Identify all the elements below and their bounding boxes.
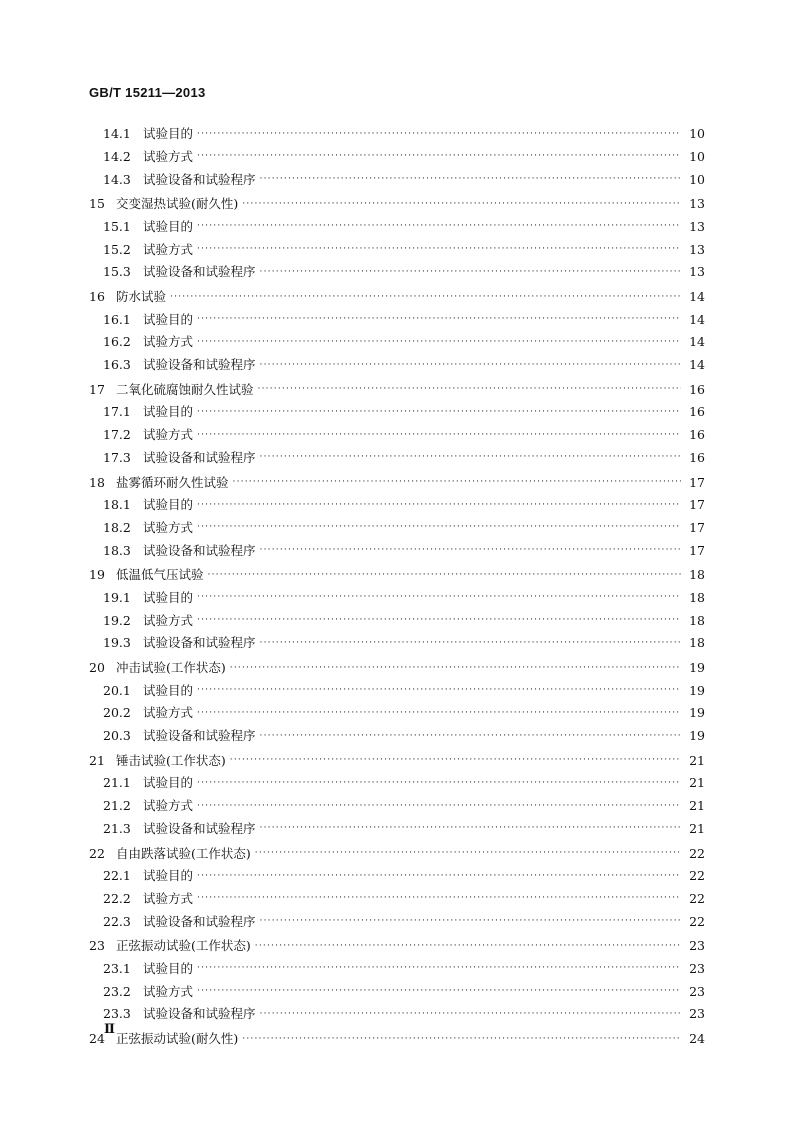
toc-entry-number: 20 xyxy=(89,660,105,675)
toc-dot-leader xyxy=(260,824,681,835)
toc-entry-page: 23 xyxy=(689,960,705,976)
toc-entry-number: 14.3 xyxy=(103,171,131,187)
toc-subsection-entry[interactable] xyxy=(89,697,705,720)
toc-entry-page: 17 xyxy=(689,542,705,558)
toc-entry-number: 17 xyxy=(89,381,105,397)
toc-dot-leader xyxy=(260,268,681,279)
toc-subsection-entry[interactable] xyxy=(89,211,705,234)
toc-entry-number: 15 xyxy=(89,196,105,212)
toc-entry-number: 23.2 xyxy=(103,983,131,999)
toc-entry-title: 试验设备和试验程序 xyxy=(143,728,256,744)
toc-entry-number: 23.3 xyxy=(103,1006,131,1022)
toc-entry-title: 试验方式 xyxy=(143,148,194,164)
toc-dot-leader xyxy=(197,130,681,141)
toc-entry-title: 冲击试验(工作状态) xyxy=(116,660,226,675)
toc-dot-leader xyxy=(260,175,681,186)
toc-dot-leader xyxy=(242,1035,681,1046)
toc-entry-number: 14.1 xyxy=(103,126,131,142)
toc-subsection-entry[interactable] xyxy=(89,790,705,813)
toc-entry-number: 20.1 xyxy=(103,682,131,698)
toc-entry-number: 15.1 xyxy=(103,218,131,234)
toc-subsection-entry[interactable] xyxy=(89,720,705,743)
toc-section-entry[interactable] xyxy=(89,466,705,489)
toc-entry-page: 14 xyxy=(689,334,705,350)
toc-entry-title: 试验设备和试验程序 xyxy=(143,913,256,929)
toc-entry-number: 23.1 xyxy=(103,960,131,976)
toc-entry-page: 17 xyxy=(689,497,705,513)
toc-entry-title: 试验设备和试验程序 xyxy=(143,449,256,465)
toc-entry-page: 17 xyxy=(689,474,705,490)
toc-entry-title: 盐雾循环耐久性试验 xyxy=(116,474,229,490)
toc-entry-page: 18 xyxy=(689,635,705,651)
toc-entry-number: 16 xyxy=(89,289,105,304)
toc-subsection-entry[interactable] xyxy=(89,256,705,279)
toc-dot-leader xyxy=(197,408,681,419)
toc-entry-page: 18 xyxy=(689,589,705,605)
toc-entry-title: 试验目的 xyxy=(143,775,194,791)
toc-dot-leader xyxy=(255,942,681,953)
toc-entry-title: 低温低气压试验 xyxy=(116,567,204,583)
toc-entry-number: 18.2 xyxy=(103,519,131,535)
toc-subsection-entry[interactable] xyxy=(89,396,705,419)
toc-entry-number: 22.2 xyxy=(103,890,131,906)
toc-subsection-entry[interactable] xyxy=(89,326,705,349)
toc-dot-leader xyxy=(197,987,681,998)
toc-entry-title: 试验方式 xyxy=(143,427,194,443)
toc-subsection-entry[interactable] xyxy=(89,860,705,883)
toc-entry-page: 16 xyxy=(689,427,705,443)
toc-dot-leader xyxy=(197,779,681,790)
toc-subsection-entry[interactable] xyxy=(89,582,705,605)
toc-entry-number: 21.2 xyxy=(103,798,131,814)
toc-entry-page: 18 xyxy=(689,612,705,628)
toc-entry-number: 23 xyxy=(89,938,105,954)
toc-entry-number: 24 xyxy=(89,1031,105,1046)
toc-section-entry[interactable] xyxy=(89,745,705,768)
toc-entry-number: 20.3 xyxy=(103,728,131,744)
toc-entry-page: 19 xyxy=(689,682,705,698)
toc-dot-leader xyxy=(197,964,681,975)
toc-dot-leader xyxy=(260,546,681,557)
toc-entry-title: 防水试验 xyxy=(116,289,167,304)
toc-subsection-entry[interactable] xyxy=(89,163,705,186)
toc-entry-page: 22 xyxy=(689,868,705,884)
toc-dot-leader xyxy=(260,732,681,743)
toc-entry-title: 试验目的 xyxy=(143,868,194,884)
toc-entry-title: 试验方式 xyxy=(143,241,194,257)
toc-dot-leader xyxy=(197,245,681,256)
toc-entry-number: 20.2 xyxy=(103,705,131,721)
toc-subsection-entry[interactable] xyxy=(89,304,705,327)
toc-entry-title: 试验目的 xyxy=(143,404,194,420)
toc-entry-title: 试验方式 xyxy=(143,519,194,535)
toc-dot-leader xyxy=(197,338,681,349)
toc-entry-number: 19 xyxy=(89,567,105,583)
toc-entry-number: 16.2 xyxy=(103,334,131,350)
toc-subsection-entry[interactable] xyxy=(89,953,705,976)
toc-entry-title: 二氧化硫腐蚀耐久性试验 xyxy=(116,381,254,397)
toc-entry-number: 18.1 xyxy=(103,497,131,513)
toc-subsection-entry[interactable] xyxy=(89,419,705,442)
toc-entry-number: 17.2 xyxy=(103,427,131,443)
toc-subsection-entry[interactable] xyxy=(89,604,705,627)
toc-entry-number: 22 xyxy=(89,845,105,861)
toc-entry-page: 21 xyxy=(689,820,705,836)
toc-entry-title: 试验方式 xyxy=(143,890,194,906)
toc-entry-title: 自由跌落试验(工作状态) xyxy=(116,845,251,861)
toc-entry-number: 14.2 xyxy=(103,148,131,164)
toc-dot-leader xyxy=(260,639,681,650)
toc-dot-leader xyxy=(197,431,681,442)
page-number-footer: Ⅱ xyxy=(104,1022,115,1037)
toc-entry-title: 试验方式 xyxy=(143,983,194,999)
toc-subsection-entry[interactable] xyxy=(89,813,705,836)
toc-dot-leader xyxy=(197,501,681,512)
toc-entry-page: 14 xyxy=(689,357,705,373)
toc-dot-leader xyxy=(208,571,681,582)
toc-entry-number: 21 xyxy=(89,752,105,768)
document-code-header: GB/T 15211—2013 xyxy=(89,85,206,100)
toc-entry-title: 试验方式 xyxy=(143,334,194,350)
toc-dot-leader xyxy=(197,315,681,326)
toc-dot-leader xyxy=(230,664,681,675)
toc-entry-number: 15.2 xyxy=(103,241,131,257)
toc-subsection-entry[interactable] xyxy=(89,489,705,512)
toc-entry-page: 10 xyxy=(689,148,705,164)
toc-entry-page: 16 xyxy=(689,404,705,420)
toc-entry-page: 19 xyxy=(689,660,705,675)
toc-entry-page: 22 xyxy=(689,913,705,929)
toc-entry-number: 16.1 xyxy=(103,311,131,327)
toc-subsection-entry[interactable] xyxy=(89,233,705,256)
toc-section-entry[interactable] xyxy=(89,930,705,953)
toc-entry-title: 试验目的 xyxy=(143,960,194,976)
toc-dot-leader xyxy=(258,385,681,396)
toc-section-entry[interactable] xyxy=(89,837,705,860)
toc-entry-page: 21 xyxy=(689,752,705,768)
toc-dot-leader xyxy=(260,361,681,372)
toc-subsection-entry[interactable] xyxy=(89,675,705,698)
toc-entry-number: 22.3 xyxy=(103,913,131,929)
toc-entry-title: 交变湿热试验(耐久性) xyxy=(116,196,239,212)
toc-entry-page: 14 xyxy=(689,311,705,327)
toc-entry-page: 23 xyxy=(689,1006,705,1022)
toc-entry-number: 18 xyxy=(89,474,105,490)
toc-section-entry[interactable] xyxy=(89,652,705,675)
toc-dot-leader xyxy=(260,1010,681,1021)
toc-entry-number: 19.3 xyxy=(103,635,131,651)
toc-subsection-entry[interactable] xyxy=(89,118,705,141)
toc-subsection-entry[interactable] xyxy=(89,883,705,906)
toc-entry-page: 16 xyxy=(689,381,705,397)
toc-entry-title: 试验设备和试验程序 xyxy=(143,264,256,280)
toc-entry-number: 17.3 xyxy=(103,449,131,465)
table-of-contents xyxy=(89,118,705,1046)
toc-entry-title: 试验设备和试验程序 xyxy=(143,1006,256,1022)
toc-dot-leader xyxy=(197,523,681,534)
toc-entry-number: 19.2 xyxy=(103,612,131,628)
toc-entry-page: 13 xyxy=(689,264,705,280)
toc-subsection-entry[interactable] xyxy=(89,627,705,650)
toc-dot-leader xyxy=(242,200,681,211)
toc-entry-number: 18.3 xyxy=(103,542,131,558)
toc-entry-title: 正弦振动试验(工作状态) xyxy=(116,938,251,954)
toc-entry-page: 13 xyxy=(689,196,705,212)
toc-section-entry[interactable] xyxy=(89,188,705,211)
toc-subsection-entry[interactable] xyxy=(89,534,705,557)
toc-entry-title: 试验目的 xyxy=(143,682,194,698)
toc-dot-leader xyxy=(197,222,681,233)
toc-section-entry[interactable] xyxy=(89,559,705,582)
toc-entry-page: 10 xyxy=(689,171,705,187)
toc-entry-title: 试验设备和试验程序 xyxy=(143,635,256,651)
toc-entry-number: 15.3 xyxy=(103,264,131,280)
toc-dot-leader xyxy=(197,872,681,883)
toc-entry-page: 22 xyxy=(689,890,705,906)
toc-entry-title: 试验设备和试验程序 xyxy=(143,542,256,558)
toc-entry-page: 21 xyxy=(689,775,705,791)
toc-entry-page: 16 xyxy=(689,449,705,465)
toc-subsection-entry[interactable] xyxy=(89,767,705,790)
toc-entry-number: 21.3 xyxy=(103,820,131,836)
toc-subsection-entry[interactable] xyxy=(89,998,705,1021)
toc-entry-title: 锤击试验(工作状态) xyxy=(116,752,226,768)
toc-dot-leader xyxy=(170,293,681,304)
toc-section-entry[interactable] xyxy=(89,374,705,397)
toc-dot-leader xyxy=(233,478,681,489)
toc-entry-page: 10 xyxy=(689,126,705,142)
toc-subsection-entry[interactable] xyxy=(89,905,705,928)
toc-dot-leader xyxy=(197,709,681,720)
toc-section-entry[interactable] xyxy=(89,281,705,304)
toc-entry-page: 22 xyxy=(689,845,705,861)
toc-dot-leader xyxy=(197,593,681,604)
toc-subsection-entry[interactable] xyxy=(89,975,705,998)
toc-entry-page: 13 xyxy=(689,241,705,257)
toc-entry-title: 试验目的 xyxy=(143,311,194,327)
toc-entry-number: 19.1 xyxy=(103,589,131,605)
toc-dot-leader xyxy=(230,756,681,767)
toc-entry-number: 17.1 xyxy=(103,404,131,420)
toc-dot-leader xyxy=(197,686,681,697)
toc-entry-title: 试验方式 xyxy=(143,612,194,628)
toc-dot-leader xyxy=(255,849,681,860)
toc-entry-page: 14 xyxy=(689,289,705,304)
toc-subsection-entry[interactable] xyxy=(89,141,705,164)
toc-dot-leader xyxy=(197,152,681,163)
toc-dot-leader xyxy=(260,453,681,464)
toc-entry-title: 试验设备和试验程序 xyxy=(143,357,256,373)
toc-entry-title: 试验方式 xyxy=(143,798,194,814)
toc-dot-leader xyxy=(197,894,681,905)
toc-entry-page: 13 xyxy=(689,218,705,234)
toc-entry-title: 试验设备和试验程序 xyxy=(143,820,256,836)
toc-dot-leader xyxy=(197,802,681,813)
toc-subsection-entry[interactable] xyxy=(89,442,705,465)
toc-entry-title: 正弦振动试验(耐久性) xyxy=(116,1031,239,1046)
toc-entry-page: 18 xyxy=(689,567,705,583)
toc-entry-title: 试验目的 xyxy=(143,218,194,234)
toc-subsection-entry[interactable] xyxy=(89,349,705,372)
toc-entry-title: 试验目的 xyxy=(143,126,194,142)
toc-entry-number: 21.1 xyxy=(103,775,131,791)
toc-entry-number: 22.1 xyxy=(103,868,131,884)
toc-entry-page: 19 xyxy=(689,728,705,744)
toc-entry-number: 16.3 xyxy=(103,357,131,373)
toc-entry-page: 21 xyxy=(689,798,705,814)
toc-entry-title: 试验目的 xyxy=(143,589,194,605)
toc-section-entry[interactable] xyxy=(89,1023,705,1046)
toc-subsection-entry[interactable] xyxy=(89,512,705,535)
toc-entry-page: 23 xyxy=(689,983,705,999)
toc-dot-leader xyxy=(260,917,681,928)
toc-entry-title: 试验方式 xyxy=(143,705,194,721)
toc-entry-page: 24 xyxy=(689,1031,705,1046)
toc-dot-leader xyxy=(197,616,681,627)
toc-entry-page: 19 xyxy=(689,705,705,721)
toc-entry-page: 17 xyxy=(689,519,705,535)
toc-entry-page: 23 xyxy=(689,938,705,954)
toc-entry-title: 试验设备和试验程序 xyxy=(143,171,256,187)
toc-entry-title: 试验目的 xyxy=(143,497,194,513)
